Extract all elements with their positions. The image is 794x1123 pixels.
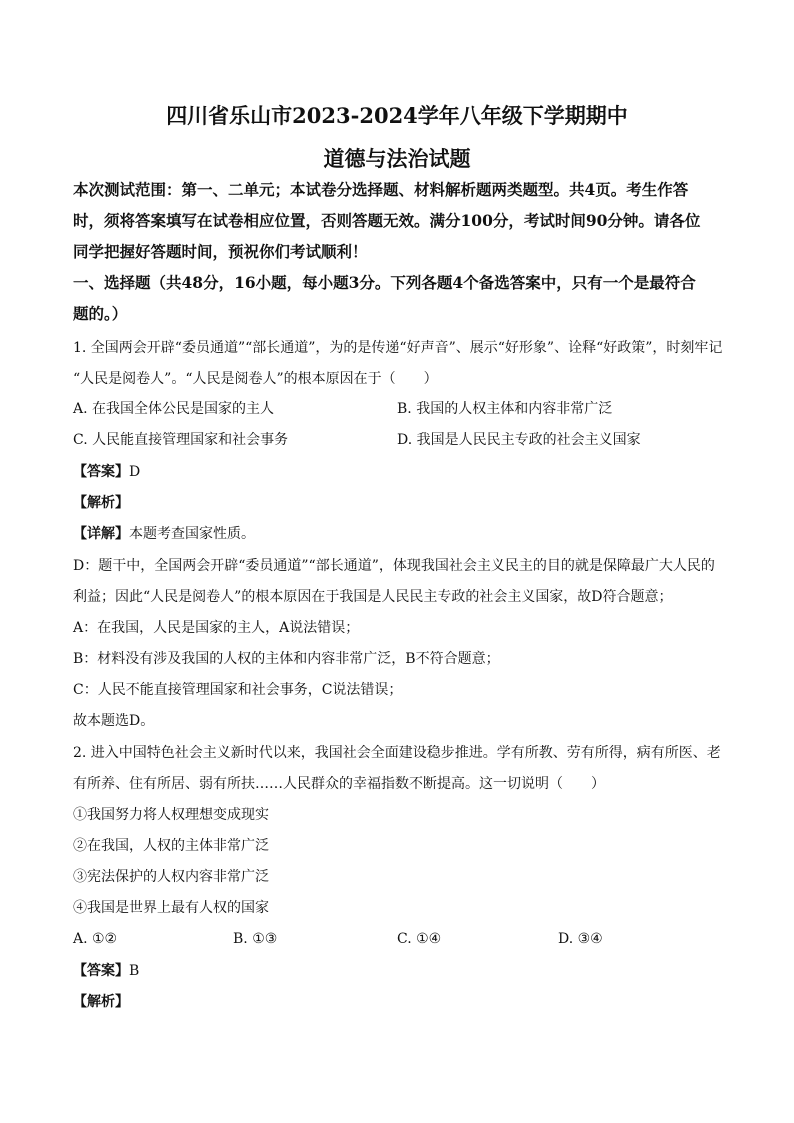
- question-stem: 有所养、住有所居、弱有所扶……人民群众的幸福指数不断提高。这一切说明（ ）: [73, 776, 605, 792]
- option-b: B. 我国的人权主体和内容非常广泛: [397, 401, 613, 417]
- option-a: A. 在我国全体公民是国家的主人: [73, 401, 275, 417]
- explanation-line: 故本题选D。: [73, 713, 155, 729]
- question-stem: 2. 进入中国特色社会主义新时代以来，我国社会全面建设稳步推进。学有所教、劳有所得，病有所医、老: [73, 745, 721, 761]
- analysis-tag: [73, 493, 129, 513]
- analysis-tag: [73, 992, 129, 1012]
- explanation-line: C：人民不能直接管理国家和社会事务，C说法错误；: [73, 682, 403, 698]
- explanation-line: 利益；因此“人民是阅卷人”的根本原因在于我国是人民民主专政的社会主义国家，故D符合题意；: [73, 589, 673, 605]
- statement-item: ①我国努力将人权理想变成现实: [73, 807, 269, 823]
- option-d: D. 我国是人民民主专政的社会主义国家: [397, 432, 641, 448]
- detail-tag: 【详解】: [73, 526, 129, 542]
- statement-item: ④我国是世界上最有人权的国家: [73, 900, 269, 916]
- detail-line: [73, 524, 255, 544]
- option-c: C. ①④: [397, 931, 442, 947]
- detail-text: 本题考查国家性质。: [129, 526, 255, 542]
- option-c: C. 人民能直接管理国家和社会事务: [73, 432, 289, 448]
- answer-line: [73, 462, 140, 482]
- intro-line: 本次测试范围：第一、二单元；本试卷分选择题、材料解析题两类题型。共4页。考生作答: [73, 180, 689, 199]
- question-stem: 1. 全国两会开辟“委员通道”“部长通道”，为的是传递“好声音”、展示“好形象”、诠释“好政策”，时刻牢记: [73, 340, 723, 356]
- answer-line: [73, 961, 139, 981]
- answer-value: B: [129, 963, 140, 979]
- option-a: A. ①②: [73, 931, 118, 947]
- explanation-line: B：材料没有涉及我国的人权的主体和内容非常广泛，B不符合题意；: [73, 651, 500, 667]
- statement-item: ②在我国，人权的主体非常广泛: [73, 838, 269, 854]
- section-heading: 一、选择题（共48分，16小题，每小题3分。下列各题4个备选答案中，只有一个是最符合: [73, 273, 696, 292]
- explanation-line: A：在我国，人民是国家的主人，A说法错误；: [73, 620, 360, 636]
- statement-item: ③宪法保护的人权内容非常广泛: [73, 869, 269, 885]
- analysis-label: 【解析】: [73, 994, 129, 1010]
- page-title: 四川省乐山市2023-2024学年八年级下学期期中: [166, 103, 628, 128]
- option-b: B. ①③: [233, 931, 278, 947]
- intro-line: 同学把握好答题时间，预祝你们考试顺利！: [73, 242, 368, 261]
- answer-value: D: [129, 464, 141, 480]
- question-stem: “人民是阅卷人”。“人民是阅卷人”的根本原因在于（ ）: [73, 371, 438, 387]
- page-subtitle: 道德与法治试题: [323, 146, 471, 171]
- answer-tag: 【答案】: [73, 464, 129, 480]
- intro-line: 时，须将答案填写在试卷相应位置，否则答题无效。满分100分，考试时间90分钟。请各位: [73, 211, 701, 230]
- section-heading: 题的。）: [73, 304, 128, 323]
- explanation-line: D：题干中，全国两会开辟“委员通道”“部长通道”，体现我国社会主义民主的目的就是保障最广大人民的: [73, 558, 715, 574]
- option-d: D. ③④: [558, 931, 603, 947]
- analysis-label: 【解析】: [73, 495, 129, 511]
- answer-tag: 【答案】: [73, 963, 129, 979]
